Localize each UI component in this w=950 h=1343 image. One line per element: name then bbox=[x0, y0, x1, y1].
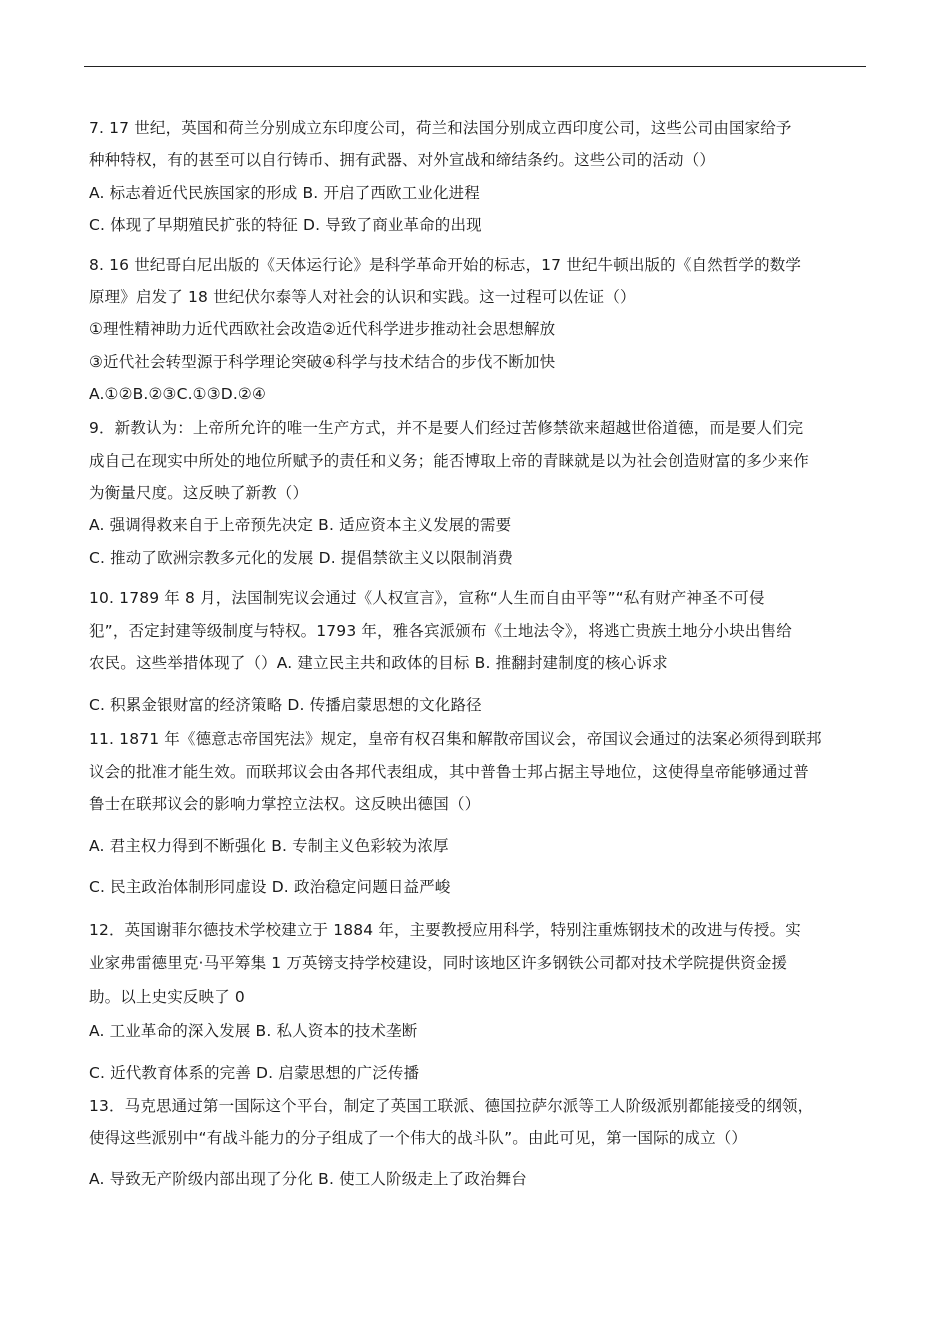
text-line: 为衡量尺度。这反映了新教（） bbox=[89, 484, 309, 502]
text-line: 原理》启发了 18 世纪伏尔泰等人对社会的认识和实践。这一过程可以佐证（） bbox=[89, 288, 636, 306]
text-line: 成自己在现实中所处的地位所赋予的责任和义务；能否博取上帝的青睐就是以为社会创造财富的多少来作 bbox=[89, 452, 809, 470]
text-line: 助。以上史实反映了 0 bbox=[89, 988, 245, 1006]
text-line: ①理性精神助力近代西欧社会改造②近代科学进步推动社会思想解放 bbox=[89, 320, 556, 338]
text-line: C. 积累金银财富的经济策略 D. 传播启蒙思想的文化路径 bbox=[89, 696, 482, 714]
text-line: 犯”，否定封建等级制度与特权。1793 年，雅各宾派颁布《土地法令》，将逃亡贵族土地分小块出售给 bbox=[89, 622, 792, 640]
text-line: A.①②B.②③C.①③D.②④ bbox=[89, 385, 266, 403]
text-line: 12．英国谢菲尔德技术学校建立于 1884 年，主要教授应用科学，特别注重炼钢技术的改进与传授。实 bbox=[89, 921, 801, 939]
text-line: ③近代社会转型源于科学理论突破④科学与技术结合的步伐不断加快 bbox=[89, 353, 556, 371]
text-line: C. 近代教育体系的完善 D. 启蒙思想的广泛传播 bbox=[89, 1064, 420, 1082]
text-line: 鲁士在联邦议会的影响力掌控立法权。这反映出德国（） bbox=[89, 795, 481, 813]
text-line: C. 体现了早期殖民扩张的特征 D. 导致了商业革命的出现 bbox=[89, 216, 482, 234]
text-line: 7. 17 世纪，英国和荷兰分别成立东印度公司，荷兰和法国分别成立西印度公司，这些公司由国家给予 bbox=[89, 119, 792, 137]
text-line: A. 标志着近代民族国家的形成 B. 开启了西欧工业化进程 bbox=[89, 184, 480, 202]
text-line: 10. 1789 年 8 月，法国制宪议会通过《人权宣言》，宣称“人生而自由平等”“私有财产神圣不可侵 bbox=[89, 589, 765, 607]
header-rule bbox=[84, 66, 866, 67]
text-line: A. 导致无产阶级内部出现了分化 B. 使工人阶级走上了政治舞台 bbox=[89, 1170, 527, 1188]
text-line: 13．马克思通过第一国际这个平台，制定了英国工联派、德国拉萨尔派等工人阶级派别都能接受的纲领， bbox=[89, 1097, 814, 1115]
text-line: 农民。这些举措体现了（）A. 建立民主共和政体的目标 B. 推翻封建制度的核心诉求 bbox=[89, 654, 668, 672]
text-line: C. 民主政治体制形同虚设 D. 政治稳定问题日益严峻 bbox=[89, 878, 451, 896]
text-line: 议会的批准才能生效。而联邦议会由各邦代表组成，其中普鲁士邦占据主导地位，这使得皇帝能够通过普 bbox=[89, 763, 809, 781]
text-line: 8. 16 世纪哥白尼出版的《天体运行论》是科学革命开始的标志，17 世纪牛顿出版的《自然哲学的数学 bbox=[89, 256, 802, 274]
text-line: 业家弗雷德里克·马平筹集 1 万英镑支持学校建设，同时该地区许多钢铁公司都对技术学院提供资金援 bbox=[89, 954, 788, 972]
text-line: A. 工业革命的深入发展 B. 私人资本的技术垄断 bbox=[89, 1022, 418, 1040]
text-line: 9．新教认为：上帝所允许的唯一生产方式，并不是要人们经过苦修禁欲来超越世俗道德，而是要人们完 bbox=[89, 419, 804, 437]
text-line: C. 推动了欧洲宗教多元化的发展 D. 提倡禁欲主义以限制消费 bbox=[89, 549, 514, 567]
text-line: A. 君主权力得到不断强化 B. 专制主义色彩较为浓厚 bbox=[89, 837, 449, 855]
text-line: 11. 1871 年《德意志帝国宪法》规定，皇帝有权召集和解散帝国议会，帝国议会通过的法案必须得到联邦 bbox=[89, 730, 822, 748]
text-line: A. 强调得救来自于上帝预先决定 B. 适应资本主义发展的需要 bbox=[89, 516, 512, 534]
text-line: 使得这些派别中“有战斗能力的分子组成了一个伟大的战斗队”。由此可见，第一国际的成立（） bbox=[89, 1129, 748, 1147]
text-line: 种种特权，有的甚至可以自行铸币、拥有武器、对外宣战和缔结条约。这些公司的活动（） bbox=[89, 151, 716, 169]
